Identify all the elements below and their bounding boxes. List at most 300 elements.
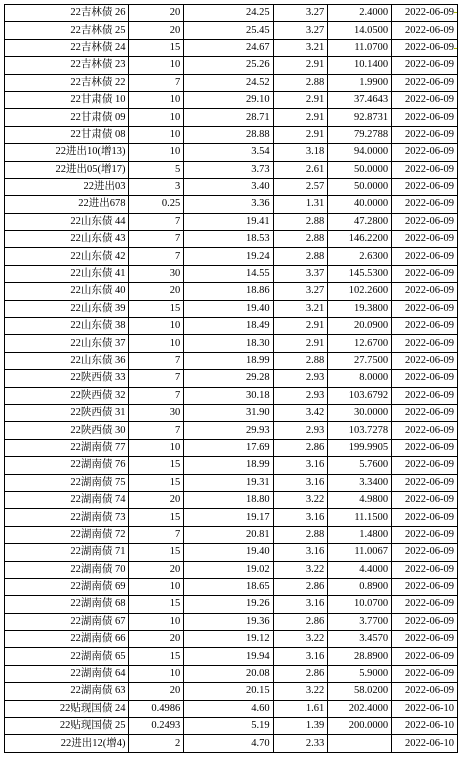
rate-cell: 3.22 <box>273 631 328 648</box>
price-cell: 18.49 <box>184 318 273 335</box>
date-cell: 2022-06-10 <box>392 735 458 752</box>
price-cell: 30.18 <box>184 387 273 404</box>
bond-name-cell: 22吉林债 22 <box>5 74 129 91</box>
date-cell: 2022-06-09 <box>392 248 458 265</box>
bond-name-cell: 22吉林债 25 <box>5 22 129 39</box>
rate-cell: 2.88 <box>273 213 328 230</box>
rate-cell: 1.39 <box>273 718 328 735</box>
price-cell: 25.45 <box>184 22 273 39</box>
price-cell: 18.99 <box>184 352 273 369</box>
term-cell: 10 <box>129 665 184 682</box>
rate-cell: 3.16 <box>273 457 328 474</box>
amount-cell: 19.3800 <box>328 300 392 317</box>
table-row <box>5 144 458 161</box>
table-row <box>5 352 458 369</box>
bond-name-cell: 22湖南债 71 <box>5 544 129 561</box>
amount-cell: 145.5300 <box>328 265 392 282</box>
bond-name-cell: 22陕西债 31 <box>5 404 129 421</box>
rate-cell: 2.91 <box>273 57 328 74</box>
term-cell: 10 <box>129 578 184 595</box>
rate-cell: 1.61 <box>273 700 328 717</box>
rate-cell: 2.88 <box>273 74 328 91</box>
amount-cell: 14.0500 <box>328 22 392 39</box>
table-row <box>5 22 458 39</box>
table-row <box>5 544 458 561</box>
bond-name-cell: 22进出03 <box>5 178 129 195</box>
amount-cell: 8.0000 <box>328 370 392 387</box>
date-cell: 2022-06-09 <box>392 57 458 74</box>
table-row <box>5 457 458 474</box>
rate-cell: 2.93 <box>273 422 328 439</box>
rate-cell: 2.86 <box>273 665 328 682</box>
term-cell: 20 <box>129 561 184 578</box>
bond-name-cell: 22进出12(增4) <box>5 735 129 752</box>
edge-marker <box>454 12 457 13</box>
term-cell: 7 <box>129 231 184 248</box>
table-row <box>5 665 458 682</box>
date-cell: 2022-06-09 <box>392 561 458 578</box>
term-cell: 20 <box>129 683 184 700</box>
amount-cell: 5.9000 <box>328 665 392 682</box>
bond-name-cell: 22陕西债 32 <box>5 387 129 404</box>
table-row <box>5 231 458 248</box>
bond-name-cell: 22湖南债 66 <box>5 631 129 648</box>
amount-cell: 1.9900 <box>328 74 392 91</box>
bond-table-container <box>4 4 458 753</box>
amount-cell: 5.7600 <box>328 457 392 474</box>
rate-cell: 3.27 <box>273 283 328 300</box>
bond-name-cell: 22山东债 40 <box>5 283 129 300</box>
table-row <box>5 248 458 265</box>
table-row <box>5 613 458 630</box>
price-cell: 29.28 <box>184 370 273 387</box>
bond-name-cell: 22湖南债 76 <box>5 457 129 474</box>
table-row <box>5 718 458 735</box>
price-cell: 25.26 <box>184 57 273 74</box>
date-cell: 2022-06-09 <box>392 22 458 39</box>
bond-name-cell: 22湖南债 69 <box>5 578 129 595</box>
price-cell: 3.54 <box>184 144 273 161</box>
amount-cell: 199.9905 <box>328 439 392 456</box>
amount-cell: 27.7500 <box>328 352 392 369</box>
table-row <box>5 335 458 352</box>
amount-cell: 37.4643 <box>328 91 392 108</box>
amount-cell: 3.4570 <box>328 631 392 648</box>
rate-cell: 2.91 <box>273 91 328 108</box>
bond-name-cell: 22山东债 36 <box>5 352 129 369</box>
table-row <box>5 109 458 126</box>
table-row <box>5 74 458 91</box>
amount-cell: 4.4000 <box>328 561 392 578</box>
date-cell: 2022-06-09 <box>392 683 458 700</box>
term-cell: 20 <box>129 491 184 508</box>
table-row <box>5 318 458 335</box>
amount-cell: 4.9800 <box>328 491 392 508</box>
edge-marker <box>454 48 457 49</box>
rate-cell: 3.16 <box>273 596 328 613</box>
table-row <box>5 422 458 439</box>
date-cell: 2022-06-09 <box>392 474 458 491</box>
price-cell: 29.93 <box>184 422 273 439</box>
rate-cell: 2.33 <box>273 735 328 752</box>
bond-name-cell: 22贴现国债 25 <box>5 718 129 735</box>
amount-cell: 12.6700 <box>328 335 392 352</box>
bond-name-cell: 22湖南债 72 <box>5 526 129 543</box>
price-cell: 19.94 <box>184 648 273 665</box>
rate-cell: 2.88 <box>273 352 328 369</box>
date-cell: 2022-06-09 <box>392 613 458 630</box>
date-cell: 2022-06-09 <box>392 404 458 421</box>
term-cell: 15 <box>129 39 184 56</box>
price-cell: 19.02 <box>184 561 273 578</box>
date-cell: 2022-06-09 <box>392 491 458 508</box>
term-cell: 10 <box>129 91 184 108</box>
rate-cell: 2.91 <box>273 335 328 352</box>
price-cell: 3.36 <box>184 196 273 213</box>
price-cell: 18.53 <box>184 231 273 248</box>
table-row <box>5 387 458 404</box>
bond-name-cell: 22湖南债 67 <box>5 613 129 630</box>
date-cell: 2022-06-09 <box>392 283 458 300</box>
bond-issuance-table <box>4 4 458 753</box>
term-cell: 30 <box>129 265 184 282</box>
rate-cell: 3.21 <box>273 300 328 317</box>
term-cell: 7 <box>129 526 184 543</box>
bond-name-cell: 22湖南债 75 <box>5 474 129 491</box>
rate-cell: 3.16 <box>273 474 328 491</box>
price-cell: 3.73 <box>184 161 273 178</box>
bond-name-cell: 22山东债 44 <box>5 213 129 230</box>
date-cell: 2022-06-09 <box>392 596 458 613</box>
amount-cell: 50.0000 <box>328 178 392 195</box>
price-cell: 28.88 <box>184 126 273 143</box>
rate-cell: 2.91 <box>273 126 328 143</box>
table-row <box>5 578 458 595</box>
date-cell: 2022-06-09 <box>392 648 458 665</box>
rate-cell: 2.91 <box>273 109 328 126</box>
amount-cell: 47.2800 <box>328 213 392 230</box>
date-cell: 2022-06-09 <box>392 39 458 56</box>
bond-name-cell: 22湖南债 70 <box>5 561 129 578</box>
rate-cell: 1.31 <box>273 196 328 213</box>
term-cell: 10 <box>129 126 184 143</box>
price-cell: 20.15 <box>184 683 273 700</box>
term-cell: 15 <box>129 596 184 613</box>
term-cell: 0.4986 <box>129 700 184 717</box>
price-cell: 28.71 <box>184 109 273 126</box>
price-cell: 19.26 <box>184 596 273 613</box>
date-cell: 2022-06-09 <box>392 544 458 561</box>
rate-cell: 3.18 <box>273 144 328 161</box>
term-cell: 15 <box>129 457 184 474</box>
term-cell: 10 <box>129 335 184 352</box>
bond-name-cell: 22吉林债 26 <box>5 5 129 22</box>
term-cell: 15 <box>129 648 184 665</box>
bond-name-cell: 22进出10(增13) <box>5 144 129 161</box>
date-cell: 2022-06-09 <box>392 213 458 230</box>
date-cell: 2022-06-09 <box>392 265 458 282</box>
bond-name-cell: 22甘肃债 08 <box>5 126 129 143</box>
amount-cell: 1.4800 <box>328 526 392 543</box>
bond-name-cell: 22湖南债 64 <box>5 665 129 682</box>
amount-cell: 2.6300 <box>328 248 392 265</box>
rate-cell: 3.42 <box>273 404 328 421</box>
term-cell: 20 <box>129 22 184 39</box>
date-cell: 2022-06-09 <box>392 370 458 387</box>
table-row <box>5 39 458 56</box>
amount-cell: 20.0900 <box>328 318 392 335</box>
price-cell: 4.60 <box>184 700 273 717</box>
rate-cell: 2.93 <box>273 370 328 387</box>
table-row <box>5 57 458 74</box>
date-cell: 2022-06-09 <box>392 578 458 595</box>
term-cell: 10 <box>129 109 184 126</box>
price-cell: 18.65 <box>184 578 273 595</box>
amount-cell: 102.2600 <box>328 283 392 300</box>
term-cell: 7 <box>129 248 184 265</box>
date-cell: 2022-06-09 <box>392 387 458 404</box>
price-cell: 24.67 <box>184 39 273 56</box>
bond-name-cell: 22山东债 43 <box>5 231 129 248</box>
price-cell: 19.40 <box>184 544 273 561</box>
term-cell: 20 <box>129 631 184 648</box>
price-cell: 18.80 <box>184 491 273 508</box>
term-cell: 7 <box>129 213 184 230</box>
table-row <box>5 631 458 648</box>
bond-name-cell: 22陕西债 33 <box>5 370 129 387</box>
table-row <box>5 283 458 300</box>
term-cell: 7 <box>129 370 184 387</box>
date-cell: 2022-06-09 <box>392 457 458 474</box>
bond-name-cell: 22山东债 38 <box>5 318 129 335</box>
amount-cell: 40.0000 <box>328 196 392 213</box>
date-cell: 2022-06-09 <box>392 509 458 526</box>
amount-cell: 11.0067 <box>328 544 392 561</box>
term-cell: 20 <box>129 5 184 22</box>
rate-cell: 3.22 <box>273 683 328 700</box>
rate-cell: 3.37 <box>273 265 328 282</box>
term-cell: 7 <box>129 74 184 91</box>
price-cell: 4.70 <box>184 735 273 752</box>
price-cell: 18.99 <box>184 457 273 474</box>
amount-cell: 50.0000 <box>328 161 392 178</box>
price-cell: 19.41 <box>184 213 273 230</box>
price-cell: 29.10 <box>184 91 273 108</box>
term-cell: 20 <box>129 283 184 300</box>
amount-cell: 146.2200 <box>328 231 392 248</box>
table-row <box>5 526 458 543</box>
date-cell: 2022-06-09 <box>392 196 458 213</box>
amount-cell: 28.8900 <box>328 648 392 665</box>
term-cell: 5 <box>129 161 184 178</box>
price-cell: 20.08 <box>184 665 273 682</box>
table-body <box>5 5 458 753</box>
amount-cell: 3.3400 <box>328 474 392 491</box>
date-cell: 2022-06-10 <box>392 718 458 735</box>
date-cell: 2022-06-09 <box>392 91 458 108</box>
price-cell: 5.19 <box>184 718 273 735</box>
term-cell: 7 <box>129 422 184 439</box>
table-row <box>5 700 458 717</box>
amount-cell: 200.0000 <box>328 718 392 735</box>
date-cell: 2022-06-09 <box>392 109 458 126</box>
price-cell: 19.17 <box>184 509 273 526</box>
price-cell: 3.40 <box>184 178 273 195</box>
amount-cell: 79.2788 <box>328 126 392 143</box>
amount-cell: 11.1500 <box>328 509 392 526</box>
amount-cell: 103.7278 <box>328 422 392 439</box>
price-cell: 24.52 <box>184 74 273 91</box>
bond-name-cell: 22湖南债 65 <box>5 648 129 665</box>
bond-name-cell: 22进出678 <box>5 196 129 213</box>
price-cell: 18.30 <box>184 335 273 352</box>
price-cell: 18.86 <box>184 283 273 300</box>
bond-name-cell: 22湖南债 73 <box>5 509 129 526</box>
table-row <box>5 735 458 752</box>
rate-cell: 2.88 <box>273 248 328 265</box>
table-row <box>5 161 458 178</box>
table-row <box>5 683 458 700</box>
bond-name-cell: 22山东债 37 <box>5 335 129 352</box>
bond-name-cell: 22吉林债 24 <box>5 39 129 56</box>
rate-cell: 2.91 <box>273 318 328 335</box>
date-cell: 2022-06-09 <box>392 422 458 439</box>
date-cell: 2022-06-09 <box>392 5 458 22</box>
term-cell: 10 <box>129 144 184 161</box>
bond-name-cell: 22湖南债 77 <box>5 439 129 456</box>
date-cell: 2022-06-09 <box>392 144 458 161</box>
term-cell: 30 <box>129 404 184 421</box>
rate-cell: 3.27 <box>273 22 328 39</box>
term-cell: 7 <box>129 352 184 369</box>
bond-name-cell: 22陕西债 30 <box>5 422 129 439</box>
bond-name-cell: 22湖南债 63 <box>5 683 129 700</box>
rate-cell: 2.61 <box>273 161 328 178</box>
term-cell: 15 <box>129 509 184 526</box>
bond-name-cell: 22甘肃债 09 <box>5 109 129 126</box>
price-cell: 24.25 <box>184 5 273 22</box>
date-cell: 2022-06-09 <box>392 231 458 248</box>
amount-cell: 3.7700 <box>328 613 392 630</box>
term-cell: 10 <box>129 613 184 630</box>
rate-cell: 3.27 <box>273 5 328 22</box>
date-cell: 2022-06-09 <box>392 335 458 352</box>
term-cell: 15 <box>129 544 184 561</box>
table-row <box>5 196 458 213</box>
bond-name-cell: 22山东债 42 <box>5 248 129 265</box>
date-cell: 2022-06-09 <box>392 526 458 543</box>
table-row <box>5 370 458 387</box>
amount-cell: 58.0200 <box>328 683 392 700</box>
term-cell: 10 <box>129 57 184 74</box>
date-cell: 2022-06-09 <box>392 318 458 335</box>
table-row <box>5 491 458 508</box>
table-row <box>5 265 458 282</box>
bond-name-cell: 22进出05(增17) <box>5 161 129 178</box>
rate-cell: 2.88 <box>273 231 328 248</box>
price-cell: 17.69 <box>184 439 273 456</box>
bond-name-cell: 22湖南债 74 <box>5 491 129 508</box>
term-cell: 3 <box>129 178 184 195</box>
rate-cell: 2.86 <box>273 439 328 456</box>
date-cell: 2022-06-09 <box>392 300 458 317</box>
amount-cell: 0.8900 <box>328 578 392 595</box>
price-cell: 19.12 <box>184 631 273 648</box>
price-cell: 19.40 <box>184 300 273 317</box>
date-cell: 2022-06-09 <box>392 161 458 178</box>
date-cell: 2022-06-09 <box>392 439 458 456</box>
rate-cell: 2.86 <box>273 613 328 630</box>
table-row <box>5 404 458 421</box>
amount-cell: 103.6792 <box>328 387 392 404</box>
term-cell: 10 <box>129 439 184 456</box>
table-row <box>5 178 458 195</box>
amount-cell: 10.1400 <box>328 57 392 74</box>
bond-name-cell: 22吉林债 23 <box>5 57 129 74</box>
rate-cell: 2.93 <box>273 387 328 404</box>
price-cell: 19.36 <box>184 613 273 630</box>
table-row <box>5 509 458 526</box>
price-cell: 14.55 <box>184 265 273 282</box>
bond-name-cell: 22山东债 39 <box>5 300 129 317</box>
date-cell: 2022-06-09 <box>392 631 458 648</box>
price-cell: 19.31 <box>184 474 273 491</box>
amount-cell: 30.0000 <box>328 404 392 421</box>
table-row <box>5 474 458 491</box>
table-row <box>5 91 458 108</box>
term-cell: 2 <box>129 735 184 752</box>
amount-cell: 92.8731 <box>328 109 392 126</box>
date-cell: 2022-06-09 <box>392 665 458 682</box>
table-row <box>5 300 458 317</box>
amount-cell: 10.0700 <box>328 596 392 613</box>
price-cell: 19.24 <box>184 248 273 265</box>
table-row <box>5 439 458 456</box>
date-cell: 2022-06-09 <box>392 178 458 195</box>
date-cell: 2022-06-09 <box>392 74 458 91</box>
date-cell: 2022-06-09 <box>392 352 458 369</box>
price-cell: 20.81 <box>184 526 273 543</box>
bond-name-cell: 22湖南债 68 <box>5 596 129 613</box>
rate-cell: 3.16 <box>273 509 328 526</box>
amount-cell: 11.0700 <box>328 39 392 56</box>
rate-cell: 2.88 <box>273 526 328 543</box>
price-cell: 31.90 <box>184 404 273 421</box>
rate-cell: 2.57 <box>273 178 328 195</box>
rate-cell: 3.22 <box>273 491 328 508</box>
term-cell: 10 <box>129 318 184 335</box>
bond-name-cell: 22贴现国债 24 <box>5 700 129 717</box>
rate-cell: 3.21 <box>273 39 328 56</box>
term-cell: 0.2493 <box>129 718 184 735</box>
term-cell: 0.25 <box>129 196 184 213</box>
term-cell: 7 <box>129 387 184 404</box>
amount-cell: 202.4000 <box>328 700 392 717</box>
amount-cell: 94.0000 <box>328 144 392 161</box>
rate-cell: 3.16 <box>273 544 328 561</box>
table-row <box>5 5 458 22</box>
table-row <box>5 126 458 143</box>
rate-cell: 3.22 <box>273 561 328 578</box>
rate-cell: 3.16 <box>273 648 328 665</box>
table-row <box>5 213 458 230</box>
date-cell: 2022-06-10 <box>392 700 458 717</box>
amount-cell: 2.4000 <box>328 5 392 22</box>
amount-cell <box>328 735 392 752</box>
date-cell: 2022-06-09 <box>392 126 458 143</box>
table-row <box>5 561 458 578</box>
rate-cell: 2.86 <box>273 578 328 595</box>
